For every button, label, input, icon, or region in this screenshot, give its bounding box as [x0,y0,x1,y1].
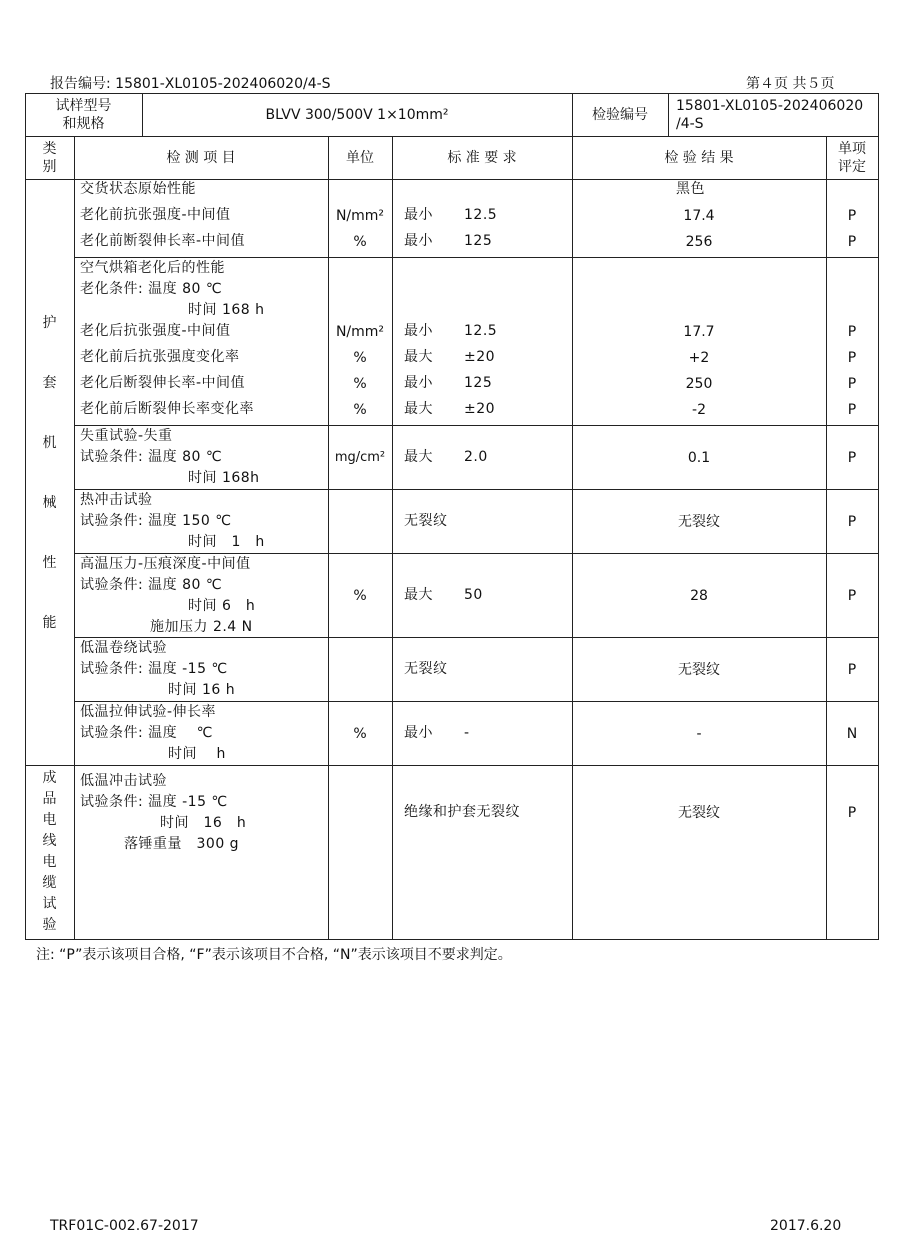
result-cell: 无裂纹 [678,661,720,678]
condition-line: 时间 16 h [168,682,236,698]
standard-type: 最大 [404,449,433,465]
result-color: 黑色 [676,181,705,197]
inspect-number-line1: 15801-XL0105-202406020 [676,97,864,114]
inspect-number-line2: /4-S [676,115,704,132]
condition-line: 老化条件: 温度 80 ℃ [80,281,223,297]
condition-line: 时间 168 h [188,302,265,318]
judge-cell: P [847,661,857,678]
judge-cell: P [847,513,857,530]
col-standard: 标 准 要 求 [447,149,517,166]
col-unit: 单位 [346,149,374,166]
judge-cell: P [847,375,857,392]
result-cell: +2 [688,349,710,366]
result-cell: 17.7 [683,323,715,340]
unit-cell: N/mm² [335,207,385,224]
condition-line: 时间 h [168,746,226,762]
col-judge [826,136,878,179]
section-title: 失重试验-失重 [80,428,173,444]
col-judge-line2: 评定 [838,158,866,175]
item-label: 老化前后抗张强度变化率 [80,349,240,365]
section-title: 空气烘箱老化后的性能 [80,260,225,276]
group-cable-char: 验 [42,917,57,933]
standard-value: 12.5 [464,207,498,223]
section-title: 低温冲击试验 [80,773,167,789]
standard-type: 最大 [404,587,433,603]
result-cell: - [696,725,702,742]
unit-cell: % [353,587,367,604]
footnote: 注: “P”表示该项目合格, “F”表示该项目不合格, “N”表示该项目不要求判定。 [36,947,512,963]
unit-cell: % [353,401,367,418]
col-category-line2: 别 [42,158,57,175]
sample-model-label [25,93,142,136]
standard-type: 最大 [404,401,433,417]
judge-cell: P [847,207,857,224]
result-cell: 0.1 [687,449,711,466]
unit-cell: % [353,375,367,392]
result-cell: 256 [685,233,713,250]
sample-model-value: BLVV 300/500V 1×10mm² [265,106,449,123]
group-cable-char: 线 [42,833,57,849]
group-cable-char: 试 [42,896,57,912]
condition-line: 时间 1 h [188,534,265,550]
group-sheath-char: 性 [42,555,57,571]
judge-cell: P [847,804,857,821]
unit-cell: mg/cm² [334,449,386,465]
judge-cell: P [847,401,857,418]
sample-model-label-line2: 和规格 [62,115,105,132]
result-cell: -2 [692,401,706,418]
group-sheath-char: 护 [42,315,57,331]
condition-line: 试验条件: 温度 -15 ℃ [80,794,228,810]
standard-type: 最小 [404,207,433,223]
condition-line: 落锤重量 300 g [124,836,240,852]
result-cell: 28 [690,587,708,604]
condition-line: 时间 16 h [160,815,247,831]
group-cable-char: 品 [42,791,57,807]
condition-line: 试验条件: 温度 -15 ℃ [80,661,228,677]
result-cell: 17.4 [683,207,715,224]
standard-type: 最小 [404,233,433,249]
group-sheath-char: 械 [42,495,57,511]
standard-type: 最小 [404,323,433,339]
sample-model-label-line1: 试样型号 [55,97,112,114]
section-title: 高温压力-压痕深度-中间值 [80,556,251,572]
page-info: 第４页 共５页 [746,76,835,92]
standard-value: 125 [464,233,493,249]
report-number-label: 报告编号: [50,76,111,92]
group-sheath-char: 机 [42,435,57,451]
standard-value: 125 [464,375,493,391]
group-finished-cable-label [25,768,74,938]
report-number [50,73,331,93]
item-label: 老化后抗张强度-中间值 [80,323,231,339]
judge-cell: P [847,233,857,250]
condition-line: 时间 6 h [188,598,256,614]
standard-value: ±20 [464,401,496,417]
result-cell: 250 [685,375,713,392]
condition-line: 试验条件: 温度 80 ℃ [80,577,223,593]
standard-value: ±20 [464,349,496,365]
standard-text: 绝缘和护套无裂纹 [404,804,520,820]
standard-value: 2.0 [464,449,488,465]
col-result: 检 验 结 果 [664,149,734,166]
section-title: 低温卷绕试验 [80,640,167,656]
inspect-number-label: 检验编号 [592,106,648,123]
group-cable-char: 电 [42,812,57,828]
standard-type: 最小 [404,725,433,741]
result-cell: 无裂纹 [678,513,720,530]
standard-value: 12.5 [464,323,498,339]
form-date: 2017.6.20 [770,1218,842,1234]
standard-text: 无裂纹 [404,513,448,529]
judge-cell: P [847,349,857,366]
section-title: 热冲击试验 [80,492,153,508]
report-number-value: 15801-XL0105-202406020/4-S [115,76,331,92]
standard-text: 无裂纹 [404,661,448,677]
group-cable-char: 电 [42,854,57,870]
standard-value: - [464,725,470,741]
group-cable-char: 缆 [42,875,57,891]
form-number: TRF01C-002.67-2017 [50,1218,199,1234]
col-category-line1: 类 [42,140,57,157]
standard-value: 50 [464,587,483,603]
group-sheath-label [25,179,74,765]
col-category [25,136,74,179]
unit-cell: % [353,725,367,742]
group-cable-char: 成 [42,770,57,786]
section-title: 交货状态原始性能 [80,181,196,197]
judge-cell: N [846,725,858,742]
condition-line: 时间 168h [188,470,260,486]
item-label: 老化前后断裂伸长率变化率 [80,401,254,417]
group-sheath-char: 能 [42,615,57,631]
group-sheath-char: 套 [42,375,57,391]
standard-type: 最大 [404,349,433,365]
condition-line: 试验条件: 温度 150 ℃ [80,513,232,529]
unit-cell: % [353,233,367,250]
item-label: 老化前断裂伸长率-中间值 [80,233,246,249]
col-judge-line1: 单项 [838,140,866,157]
condition-line: 施加压力 2.4 N [150,619,253,635]
item-label: 老化前抗张强度-中间值 [80,207,231,223]
unit-cell: % [353,349,367,366]
unit-cell: N/mm² [335,323,385,340]
judge-cell: P [847,449,857,466]
judge-cell: P [847,587,857,604]
section-title: 低温拉伸试验-伸长率 [80,704,217,720]
col-item: 检 测 项 目 [166,149,236,166]
condition-line: 试验条件: 温度 ℃ [80,725,213,741]
result-cell: 无裂纹 [678,804,720,821]
judge-cell: P [847,323,857,340]
standard-type: 最小 [404,375,433,391]
condition-line: 试验条件: 温度 80 ℃ [80,449,223,465]
inspect-number-value [676,93,878,136]
item-label: 老化后断裂伸长率-中间值 [80,375,246,391]
